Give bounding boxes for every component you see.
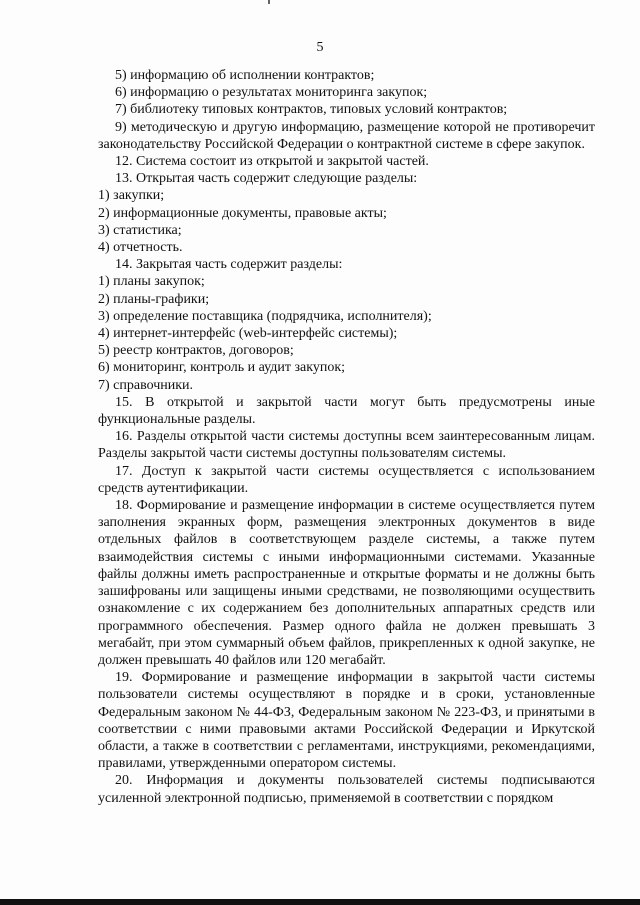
- list-item: 7) справочники.: [98, 377, 194, 393]
- page-number: 5: [316, 40, 324, 55]
- scan-mark: [268, 0, 270, 4]
- paragraph: 6) информацию о результатах мониторинга закупок;: [115, 85, 428, 101]
- list-item: 4) интернет-интерфейс (web-интерфейс системы);: [98, 326, 398, 342]
- list-item: 1) закупки;: [98, 188, 165, 204]
- paragraph: 9) методическую и другую информацию, размещение которой не противоречит законодательству Российской Федерации о контрактной системе в сфере закупок.: [98, 119, 595, 152]
- paragraph: 12. Система состоит из открытой и закрытой частей.: [115, 154, 429, 170]
- paragraph: 7) библиотеку типовых контрактов, типовых условий контрактов;: [115, 102, 508, 118]
- document-body: [98, 67, 595, 807]
- paragraph: 19. Формирование и размещение информации в закрытой части системы пользователи системы осуществляют в порядке и в сроки, установленные Федеральным законом № 44-ФЗ, Федеральным законом № 223-ФЗ, и принятыми в соответствии с ними правовыми актами Российской Федерации и Иркутской области, а также в соответствии с регламентами, инструкциями, рекомендациями, правилами, утвержденными оператором системы.: [98, 670, 595, 772]
- paragraph: 5) информацию об исполнении контрактов;: [115, 68, 375, 83]
- paragraph: 17. Доступ к закрытой части системы осуществляется с использованием средств аутентификации.: [98, 463, 595, 496]
- list-item: 3) определение поставщика (подрядчика, исполнителя);: [98, 308, 432, 324]
- paragraph: 13. Открытая часть содержит следующие разделы:: [115, 171, 418, 187]
- list-item: 5) реестр контрактов, договоров;: [98, 343, 294, 359]
- list-item: 3) статистика;: [98, 222, 182, 238]
- scan-bottom-edge: [0, 899, 640, 905]
- list-item: 6) мониторинг, контроль и аудит закупок;: [98, 360, 346, 376]
- paragraph: 20. Информация и документы пользователей системы подписываются усиленной электронной подписью, применяемой в соответствии с порядком: [98, 773, 595, 806]
- paragraph: 16. Разделы открытой части системы доступны всем заинтересованным лицам. Разделы закрытой части системы доступны пользователям системы.: [98, 429, 595, 462]
- list-item: 4) отчетность.: [98, 240, 183, 256]
- list-item: 2) информационные документы, правовые акты;: [98, 205, 387, 221]
- paragraph: 14. Закрытая часть содержит разделы:: [115, 257, 343, 273]
- list-item: 2) планы-графики;: [98, 291, 210, 307]
- list-item: 1) планы закупок;: [98, 274, 205, 290]
- paragraph: 15. В открытой и закрытой части могут быть предусмотрены иные функциональные разделы.: [98, 394, 595, 428]
- paragraph: 18. Формирование и размещение информации в системе осуществляется путем заполнения экранных форм, размещения электронных документов в виде отдельных файлов в соответствующем разделе системы, а также путем взаимодействия системы с иными информационными системами. Указанные файлы должны иметь распространенные и открытые форматы и не должны быть зашифрованы или защищены иными средствами, не позволяющими осуществить ознакомление с их содержанием без дополнительных аппаратных средств или программного обеспечения. Размер одного файла не должен превышать 3 мегабайт, при этом суммарный объем файлов, прикрепленных к одной закупке, не должен превышать 40 файлов или 120 мегабайт.: [98, 498, 595, 668]
